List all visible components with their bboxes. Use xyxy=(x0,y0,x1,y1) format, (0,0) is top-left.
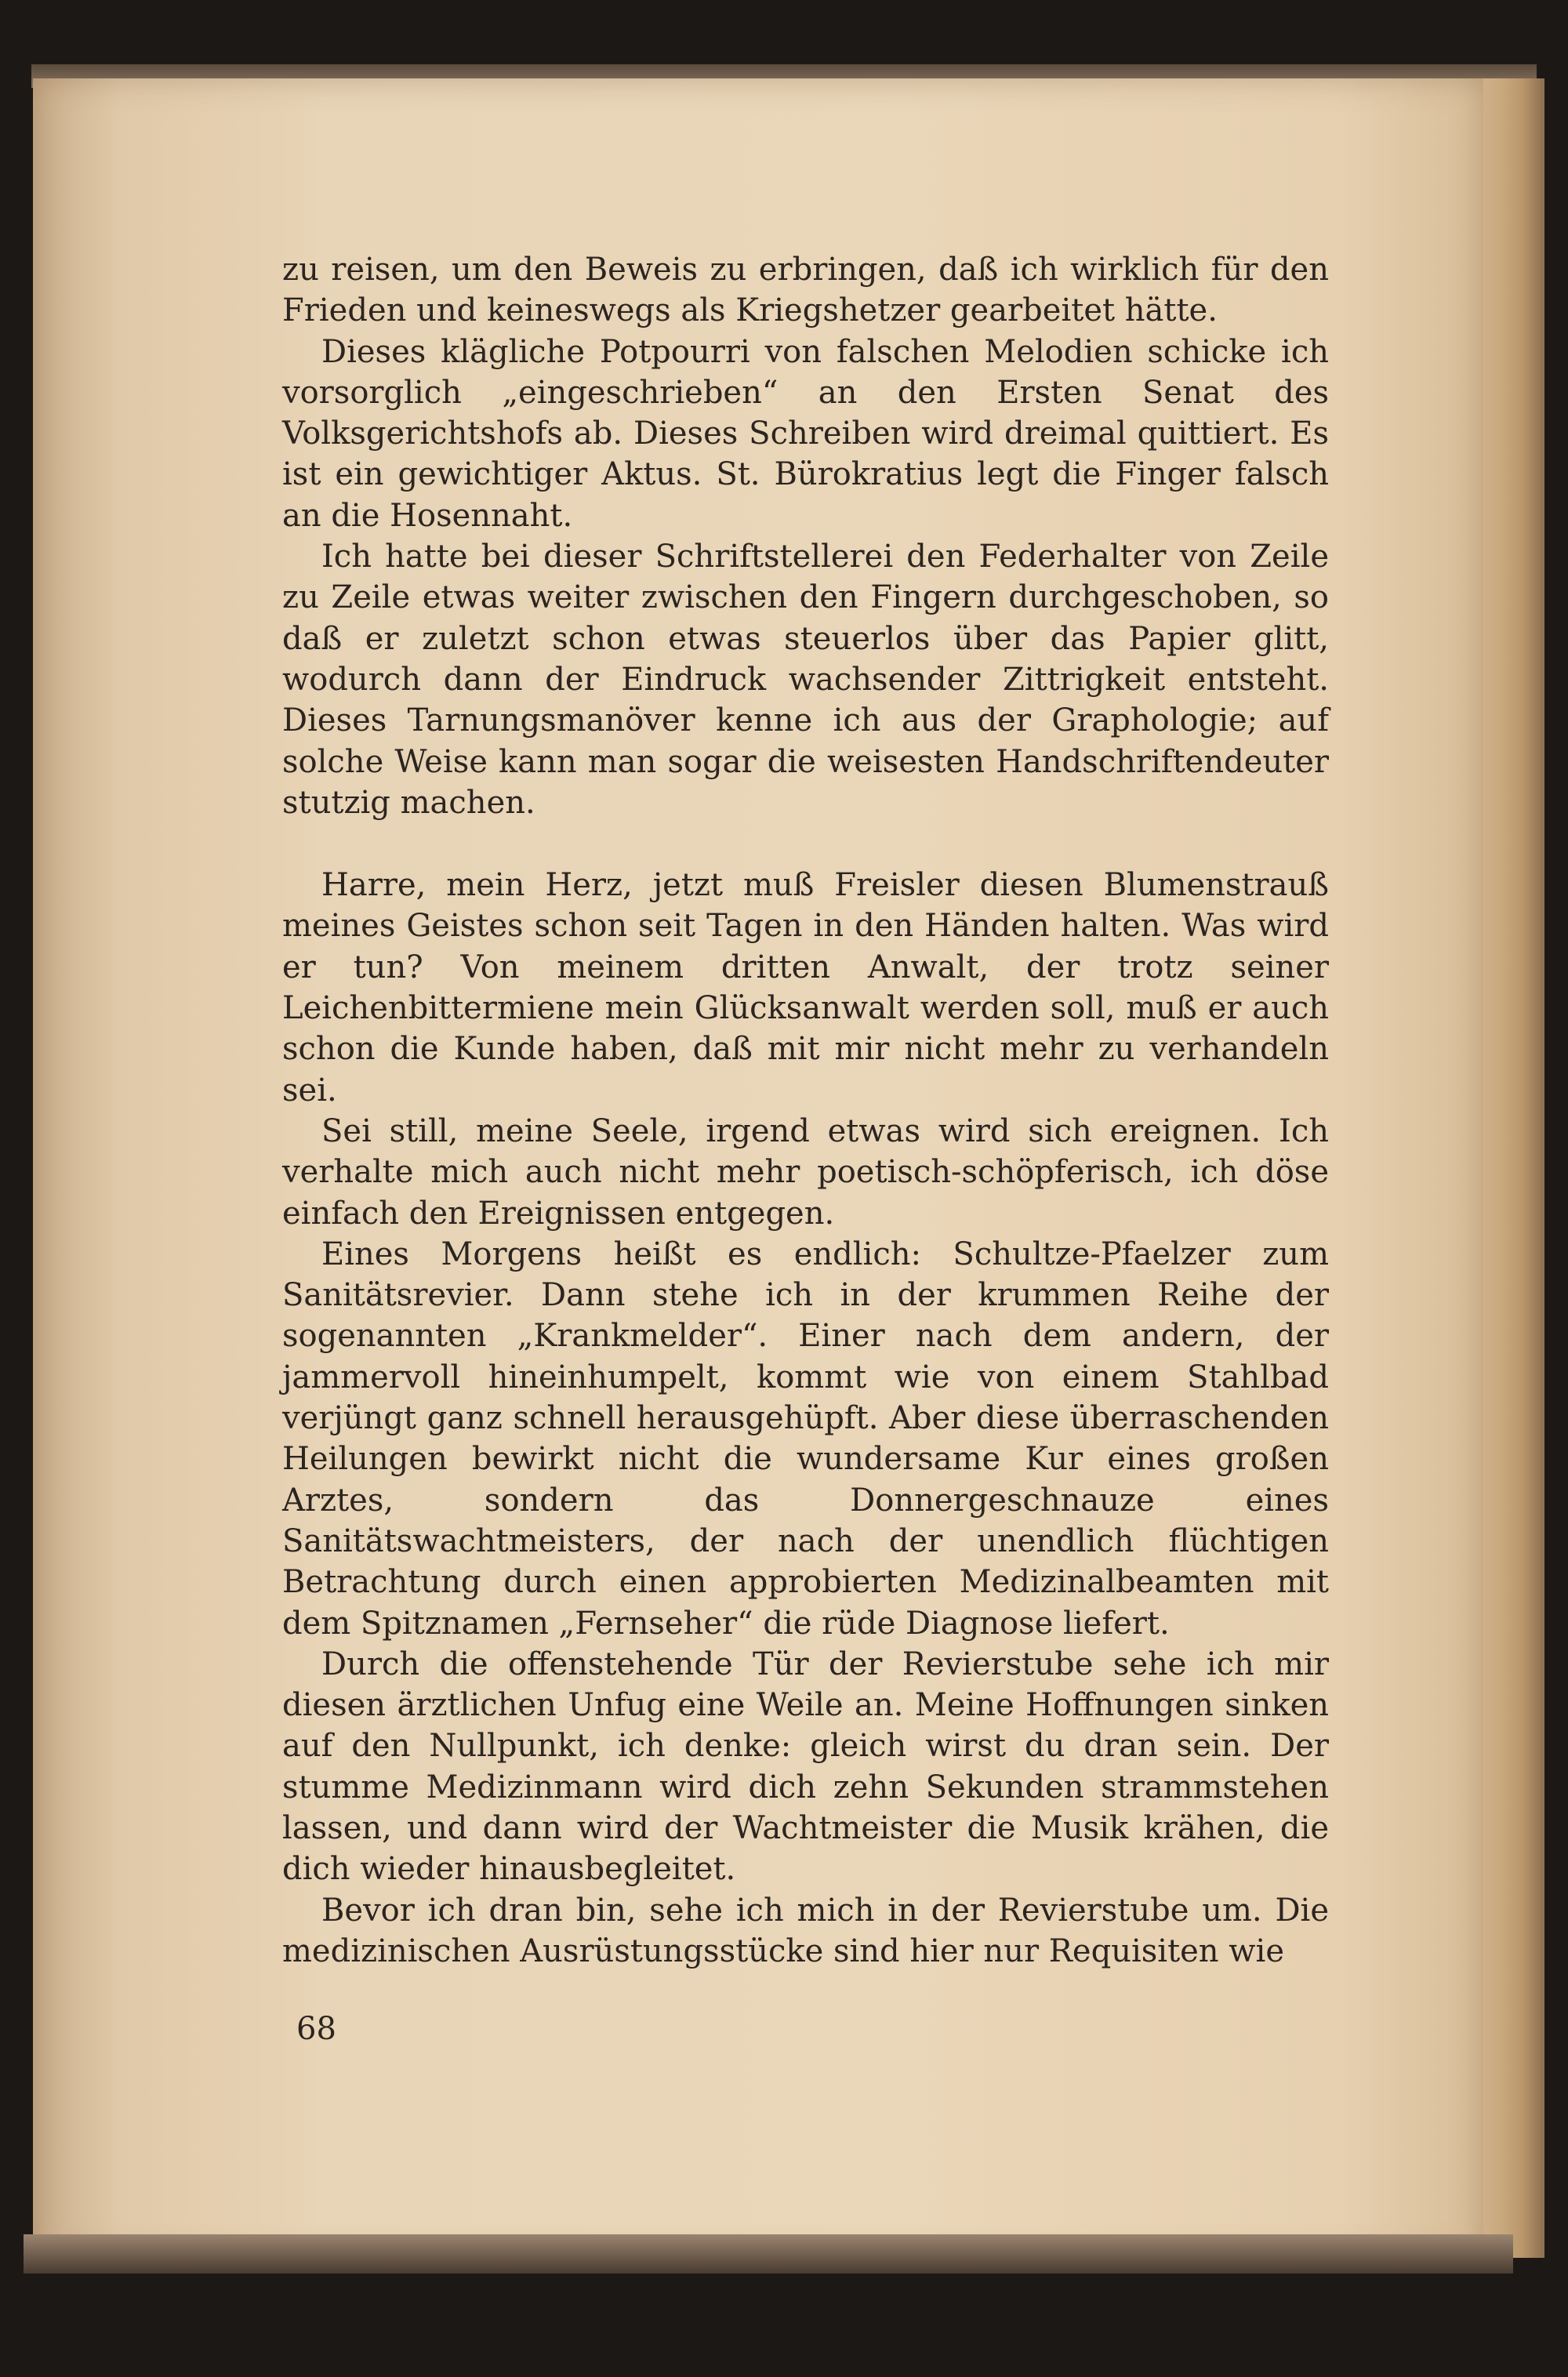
paragraph: Harre, mein Herz, jetzt muß Freisler diesen Blumenstrauß meines Geistes schon seit Tagen in den Händen halten. Was wird er tun? Von meinem dritten Anwalt, der trotz seiner Leichenbittermiene mein Glücksanwalt werden soll, muß er auch schon die Kunde haben, daß mit mir nicht mehr zu verhandeln sei. xyxy=(282,867,1329,1109)
body-text xyxy=(282,249,1329,1972)
paragraph: Durch die offenstehende Tür der Revierstube sehe ich mir diesen ärztlichen Unfug eine Weile an. Meine Hoffnungen sinken auf den Nullpunkt, ich denke: gleich wirst du dran sein. Der stumme Medizinmann wird dich zehn Sekunden strammstehen lassen, und dann wird der Wachtmeister die Musik krähen, die dich wieder hinausbegleitet. xyxy=(282,1646,1329,1888)
book-cover-bottom-edge xyxy=(24,2234,1513,2274)
page-stack-edge xyxy=(1474,78,1544,2258)
paragraph: Bevor ich dran bin, sehe ich mich in der Revierstube um. Die medizinischen Ausrüstungsstücke sind hier nur Requisiten wie xyxy=(282,1892,1329,1969)
paragraph: Ich hatte bei dieser Schriftstellerei den Federhalter von Zeile zu Zeile etwas weiter zwischen den Fingern durchgeschoben, so daß er zuletzt schon etwas steuerlos über das Papier glitt, wodurch dann der Eindruck wachsender Zittrigkeit entsteht. Dieses Tarnungsmanöver kenne ich aus der Graphologie; auf solche Weise kann man sogar die weisesten Handschriftendeuter stutzig machen. xyxy=(282,539,1329,821)
page-number: 68 xyxy=(296,2011,336,2047)
paragraph: Eines Morgens heißt es endlich: Schultze-Pfaelzer zum Sanitätsrevier. Dann stehe ich in der krummen Reihe der sogenannten „Krankmelder“. Einer nach dem andern, der jammervoll hineinhumpelt, kommt wie von einem Stahlbad verjüngt ganz schnell herausgehüpft. Aber diese überraschenden Heilungen bewirkt nicht die wundersame Kur eines großen Arztes, sondern das Donnergeschnauze eines Sanitätswachtmeisters, der nach der unendlich flüchtigen Betrachtung durch einen approbierten Medizinalbeamten mit dem Spitznamen „Fernseher“ die rüde Diagnose liefert. xyxy=(282,1236,1329,1642)
paragraph: Dieses klägliche Potpourri von falschen Melodien schicke ich vorsorglich „eingeschrieben“ an den Ersten Senat des Volksgerichtshofs ab. Dieses Schreiben wird dreimal quittiert. Es ist ein gewichtiger Aktus. St. Bürokratius legt die Finger falsch an die Hosennaht. xyxy=(282,333,1329,534)
paragraph: Sei still, meine Seele, irgend etwas wird sich ereignen. Ich verhalte mich auch nicht mehr poetisch-schöpferisch, ich döse einfach den Ereignissen entgegen. xyxy=(282,1112,1329,1232)
paragraph: zu reisen, um den Beweis zu erbringen, daß ich wirklich für den Frieden und keineswegs als Kriegshetzer gearbeitet hätte. xyxy=(282,252,1329,329)
